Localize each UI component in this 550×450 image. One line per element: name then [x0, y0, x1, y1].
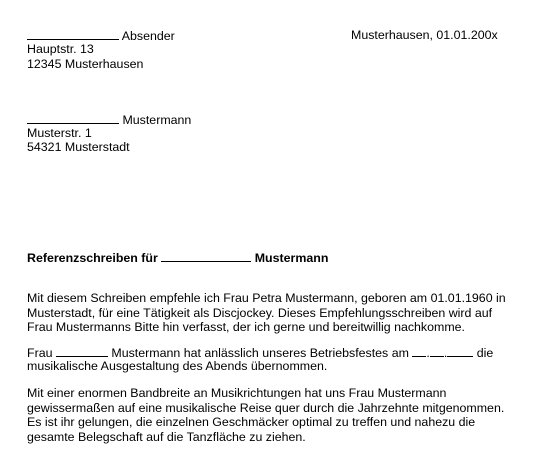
recipient-name-label: Mustermann: [122, 113, 192, 127]
p2-day-blank: [412, 345, 426, 357]
paragraph-2-line-1: Frau Mustermann hat anlässlich unseres Betriebsfestes am . . die: [27, 346, 494, 360]
sender-name-label: Absender: [121, 29, 175, 43]
recipient-street: Musterstr. 1: [27, 126, 92, 140]
subject-name: Mustermann: [254, 251, 329, 265]
paragraph-1: Mit diesem Schreiben empfehle ich Frau Petra Mustermann, geboren am 01.01.1960 in Musterstadt, für eine Tätigkeit als Discjockey. Dieses Empfehlungsschreiben wird auf Frau Mustermanns Bitte hin verfasst, der ich gerne und bereitwillig nachkomme.: [27, 291, 506, 335]
recipient-firstname-blank: [27, 112, 119, 124]
sender-firstname-blank: [27, 28, 119, 40]
subject-prefix: Referenzschreiben für: [27, 251, 158, 265]
p2-frau: Frau: [27, 346, 53, 360]
p2-main: Mustermann hat anlässlich unseres Betriebsfestes am: [111, 346, 409, 360]
subject-firstname-blank: [161, 250, 251, 262]
subject-line: [27, 250, 328, 266]
date-line: Musterhausen, 01.01.200x: [351, 28, 498, 42]
sender-street: Hauptstr. 13: [27, 42, 94, 56]
p2-die: die: [476, 346, 494, 360]
p2-firstname-blank: [56, 345, 108, 357]
p2-year-blank: [447, 345, 473, 357]
sender-city: 12345 Musterhausen: [27, 57, 144, 71]
paragraph-3: Mit einer enormen Bandbreite an Musikrichtungen hat uns Frau Mustermann gewissermaßen auf eine musikalische Reise quer durch die Jahrzehnte mitgenommen. Es ist ihr gelungen, die einzelnen Geschmäcker optimal zu treffen und nahezu die gesamte Belegschaft auf die Tanzfläche zu ziehen.: [27, 386, 505, 444]
p2-month-blank: [430, 345, 444, 357]
paragraph-2-line-2: musikalische Ausgestaltung des Abends übernommen.: [27, 359, 328, 373]
recipient-city: 54321 Musterstadt: [27, 140, 130, 154]
